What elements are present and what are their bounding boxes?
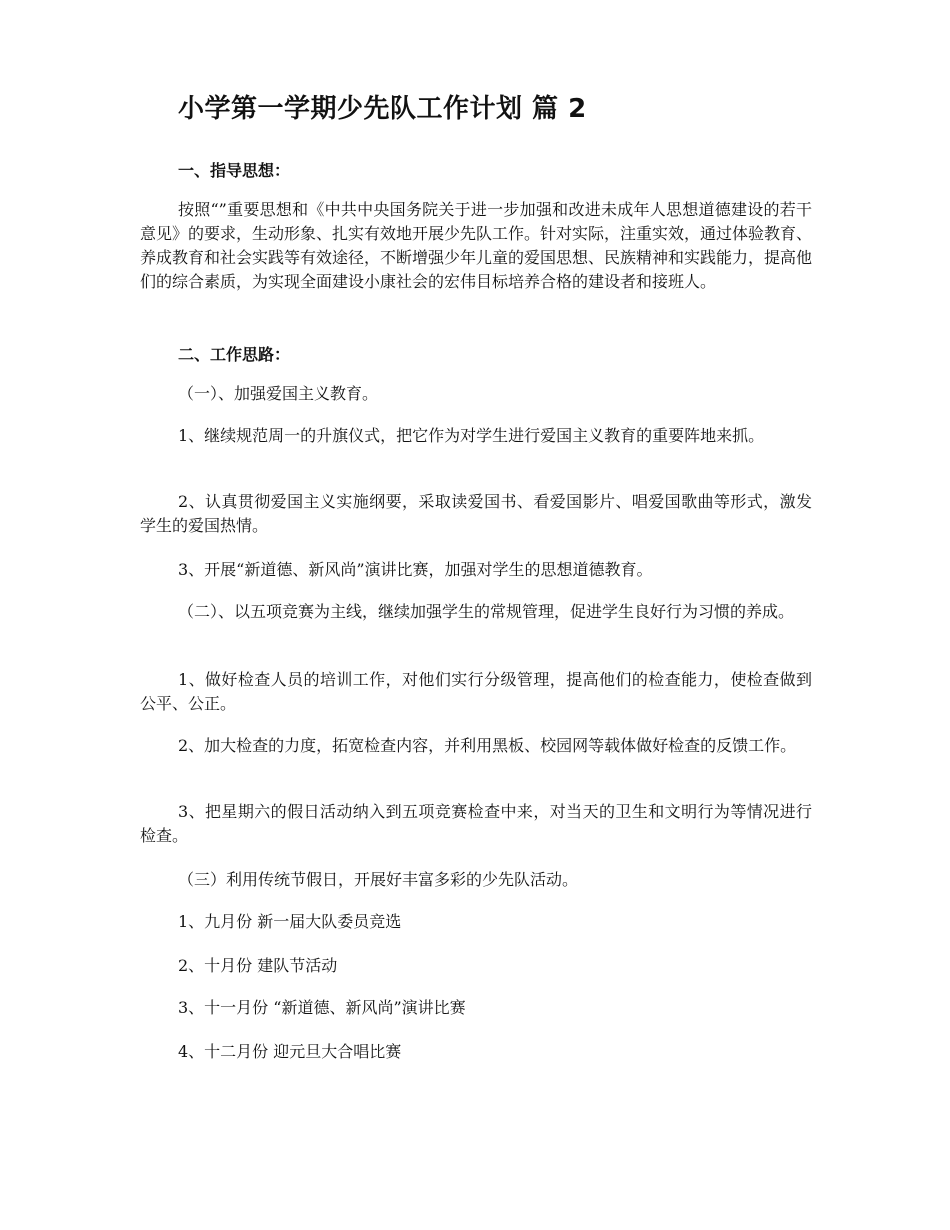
document-title: 小学第一学期少先队工作计划 篇 2 <box>178 94 587 124</box>
list-item: 1、继续规范周一的升旗仪式，把它作为对学生进行爱国主义教育的重要阵地来抓。 <box>178 426 765 445</box>
list-item: 3、把星期六的假日活动纳入到五项竞赛检查中来，对当天的卫生和文明行为等情况进行检查。 <box>140 802 812 845</box>
section-heading-work-approach: 二、工作思路： <box>178 345 291 364</box>
guiding-ideology-paragraph: 按照“”重要思想和《中共中央国务院关于进一步加强和改进未成年人思想道德建设的若干意见》的要求，生动形象、扎实有效地开展少先队工作。针对实际，注重实效，通过体验教育、养成教育和社会实践等有效途径，不断增强少年儿童的爱国思想、民族精神和实践能力，提高他们的综合素质，为实现全面建设小康社会的宏伟目标培养合格的建设者和接班人。 <box>140 200 813 291</box>
section-heading-guiding-ideology: 一、指导思想： <box>178 161 291 180</box>
subsection-title-patriotic-education: （一）、加强爱国主义教育。 <box>178 384 379 403</box>
list-item: 2、十月份 建队节活动 <box>178 956 338 975</box>
list-item: 3、十一月份 “新道德、新风尚”演讲比赛 <box>178 998 466 1017</box>
list-item: 1、做好检查人员的培训工作，对他们实行分级管理，提高他们的检查能力，使检查做到公平、公正。 <box>140 670 812 713</box>
list-item: 2、加大检查的力度，拓宽检查内容，并利用黑板、校园网等载体做好检查的反馈工作。 <box>178 736 797 755</box>
list-item: 4、十二月份 迎元旦大合唱比赛 <box>178 1042 402 1061</box>
list-item: 2、认真贯彻爱国主义实施纲要，采取读爱国书、看爱国影片、唱爱国歌曲等形式，激发学生的爱国热情。 <box>140 492 812 535</box>
subsection-title-five-competitions: （二）、以五项竞赛为主线，继续加强学生的常规管理，促进学生良好行为习惯的养成。 <box>178 602 795 621</box>
list-item: 3、开展“新道德、新风尚”演讲比赛，加强对学生的思想道德教育。 <box>178 560 653 579</box>
list-item: 1、九月份 新一届大队委员竞选 <box>178 912 402 931</box>
subsection-title-holiday-activities: （三）利用传统节假日，开展好丰富多彩的少先队活动。 <box>178 870 579 889</box>
